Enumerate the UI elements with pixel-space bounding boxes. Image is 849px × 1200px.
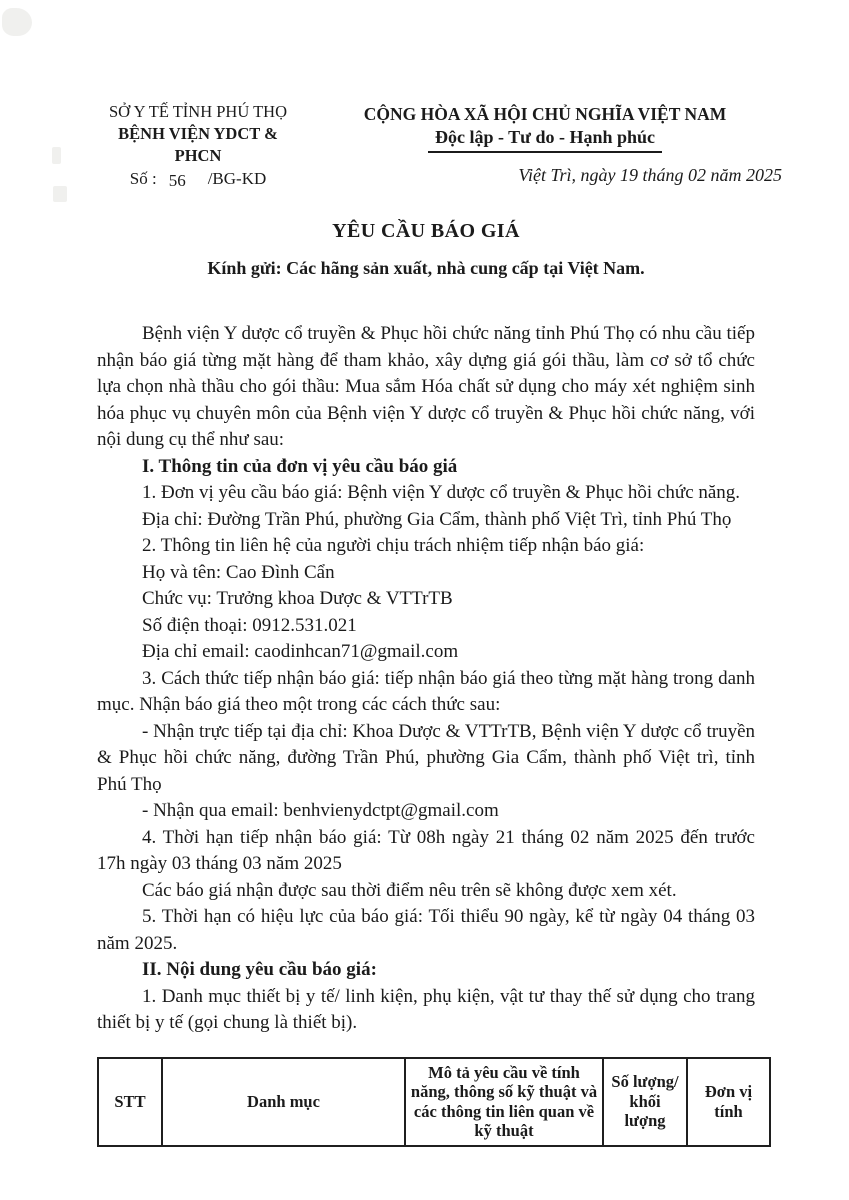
paragraph: 5. Thời hạn có hiệu lực của báo giá: Tối thiểu 90 ngày, kể từ ngày 04 tháng 03 năm 2025. <box>97 906 755 954</box>
paragraph: Địa chỉ: Đường Trần Phú, phường Gia Cẩm, thành phố Việt Trì, tỉnh Phú Thọ <box>142 508 732 530</box>
document-number-line <box>95 168 301 190</box>
document-number-label: Số : <box>129 169 157 188</box>
section-heading-1: I. Thông tin của đơn vị yêu cầu báo giá <box>142 455 458 477</box>
national-header-block <box>300 103 790 186</box>
document-number-value: 56 <box>168 171 186 190</box>
section-heading-2: II. Nội dung yêu cầu báo giá: <box>142 959 377 980</box>
issuer-block <box>95 101 301 190</box>
paragraph: Chức vụ: Trưởng khoa Dược & VTTrTB <box>142 588 453 609</box>
document-title: YÊU CẦU BÁO GIÁ <box>332 220 520 242</box>
col-header-so-luong: Số lượng/ khối lượng <box>603 1058 687 1146</box>
national-motto: Độc lập - Tư do - Hạnh phúc <box>428 126 662 153</box>
recipient-line: Kính gửi: Các hãng sản xuất, nhà cung cấp tại Việt Nam. <box>207 258 645 278</box>
paragraph: - Nhận qua email: benhvienydctpt@gmail.com <box>142 800 499 821</box>
col-header-stt: STT <box>98 1058 162 1146</box>
col-header-danh-muc: Danh mục <box>162 1058 405 1146</box>
scan-artifact <box>52 147 61 164</box>
hospital-name: BỆNH VIỆN YDCT & PHCN <box>118 124 278 165</box>
body-paragraphs <box>97 321 755 1037</box>
table-header-row <box>98 1058 770 1146</box>
national-motto-line <box>300 126 790 153</box>
paragraph: - Nhận trực tiếp tại địa chỉ: Khoa Dược & VTTrTB, Bệnh viện Y dược cổ truyền & Phục hồi chức năng, đường Trần Phú, phường Gia Cẩm, thành phố Việt trì, tỉnh Phú Thọ <box>97 720 755 795</box>
paragraph: 4. Thời hạn tiếp nhận báo giá: Từ 08h ngày 21 tháng 02 năm 2025 đến trước 17h ngày 03 tháng 03 năm 2025 <box>97 826 755 874</box>
paragraph: Các báo giá nhận được sau thời điểm nêu trên sẽ không được xem xét. <box>142 879 677 901</box>
paragraph: 2. Thông tin liên hệ của người chịu trách nhiệm tiếp nhận báo giá: <box>142 535 645 556</box>
scan-artifact <box>53 186 67 202</box>
col-header-mo-ta: Mô tả yêu cầu về tính năng, thông số kỹ thuật và các thông tin liên quan về kỹ thuật <box>405 1058 603 1146</box>
paragraph: Số điện thoại: 0912.531.021 <box>142 614 357 636</box>
paragraph: Họ và tên: Cao Đình Cẩn <box>142 561 335 583</box>
document-body <box>97 219 755 1147</box>
col-header-don-vi: Đơn vị tính <box>687 1058 770 1146</box>
paragraph: Địa chỉ email: caodinhcan71@gmail.com <box>142 641 459 662</box>
paragraph: 3. Cách thức tiếp nhận báo giá: tiếp nhận báo giá theo từng mặt hàng trong danh mục. Nhận báo giá theo một trong các cách thức sau: <box>97 667 755 715</box>
paragraph: 1. Danh mục thiết bị y tế/ linh kiện, phụ kiện, vật tư thay thế sử dụng cho trang thiết bị y tế (gọi chung là thiết bị). <box>97 985 755 1033</box>
paragraph: Bệnh viện Y dược cổ truyền & Phục hồi chức năng tỉnh Phú Thọ có nhu cầu tiếp nhận báo giá từng mặt hàng để tham khảo, xây dựng giá gói thầu, làm cơ sở tổ chức lựa chọn nhà thầu cho gói thầu: Mua sắm Hóa chất sử dụng cho máy xét nghiệm sinh hóa phục vụ chuyên môn của Bệnh viện Y dược cổ truyền & Phục hồi chức năng, với nội dung cụ thể như sau: <box>97 323 755 450</box>
national-title: CỘNG HÒA XÃ HỘI CHỦ NGHĨA VIỆT NAM <box>363 104 727 124</box>
document-number-suffix: /BG-KD <box>207 169 267 188</box>
scan-artifact <box>2 8 32 36</box>
issuing-department: SỞ Y TẾ TỈNH PHÚ THỌ <box>109 102 287 121</box>
quote-items-table <box>97 1057 771 1147</box>
paragraph: 1. Đơn vị yêu cầu báo giá: Bệnh viện Y dược cổ truyền & Phục hồi chức năng. <box>142 482 741 503</box>
date-line: Việt Trì, ngày 19 tháng 02 năm 2025 <box>518 165 782 185</box>
